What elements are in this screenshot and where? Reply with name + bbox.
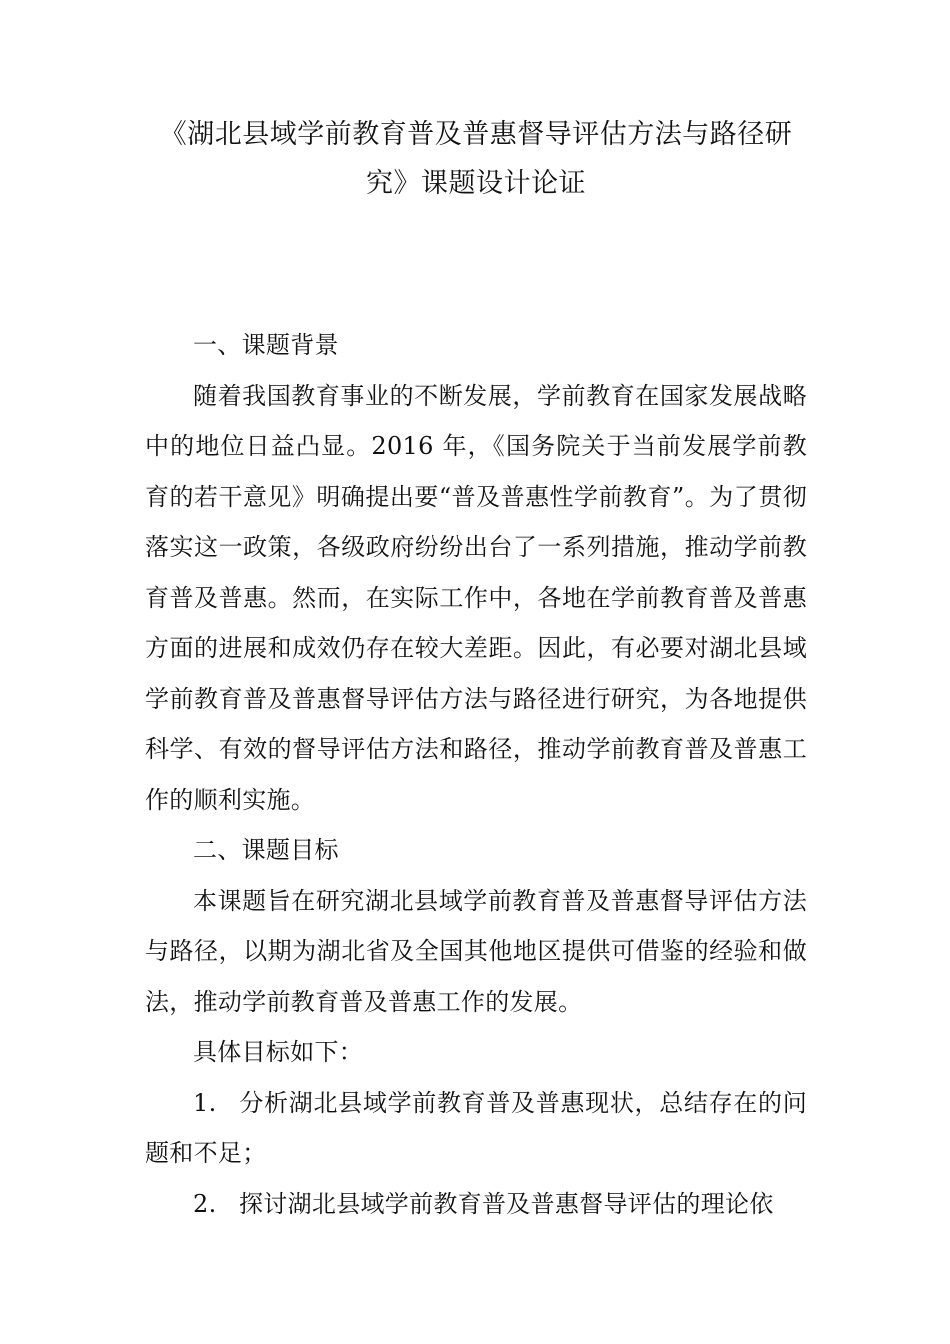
list-item [145,1179,807,1230]
paragraph-goals-intro: 本课题旨在研究湖北县域学前教育普及普惠督导评估方法与路径，以期为湖北省及全国其他地区提供可借鉴的经验和做法，推动学前教育普及普惠工作的发展。 [145,886,807,1016]
paragraph-background: 随着我国教育事业的不断发展，学前教育在国家发展战略中的地位日益凸显。2016 年，《国务院关于当前发展学前教育的若干意见》明确提出要“普及普惠性学前教育”。为了贯彻落实这一政策，各级政府纷纷出台了一系列措施，推动学前教育普及普惠。然而，在实际工作中，各地在学前教育普及普惠方面的进展和成效仍存在较大差距。因此，有必要对湖北县域学前教育普及普惠督导评估方法与路径进行研究，为各地提供科学、有效的督导评估方法和路径，推动学前教育普及普惠工作的顺利实施。 [145,381,807,814]
title-spacer [145,208,807,320]
section-heading-goals: 二、课题目标 [193,836,339,864]
document-title: 《湖北县域学前教育普及普惠督导评估方法与路径研究》课题设计论证 [159,119,793,199]
list-item [145,1078,807,1179]
document-page [145,110,807,1229]
list-item-text: 探讨湖北县域学前教育普及普惠督导评估的理论依 [239,1189,774,1218]
list-item-number: 1. [193,1088,217,1117]
list-item-text: 分析湖北县域学前教育普及普惠现状，总结存在的问题和不足； [145,1088,807,1167]
section-heading-background: 一、课题背景 [193,331,339,359]
paragraph-goals-lead: 具体目标如下： [193,1038,364,1066]
list-item-number: 2. [193,1189,217,1218]
